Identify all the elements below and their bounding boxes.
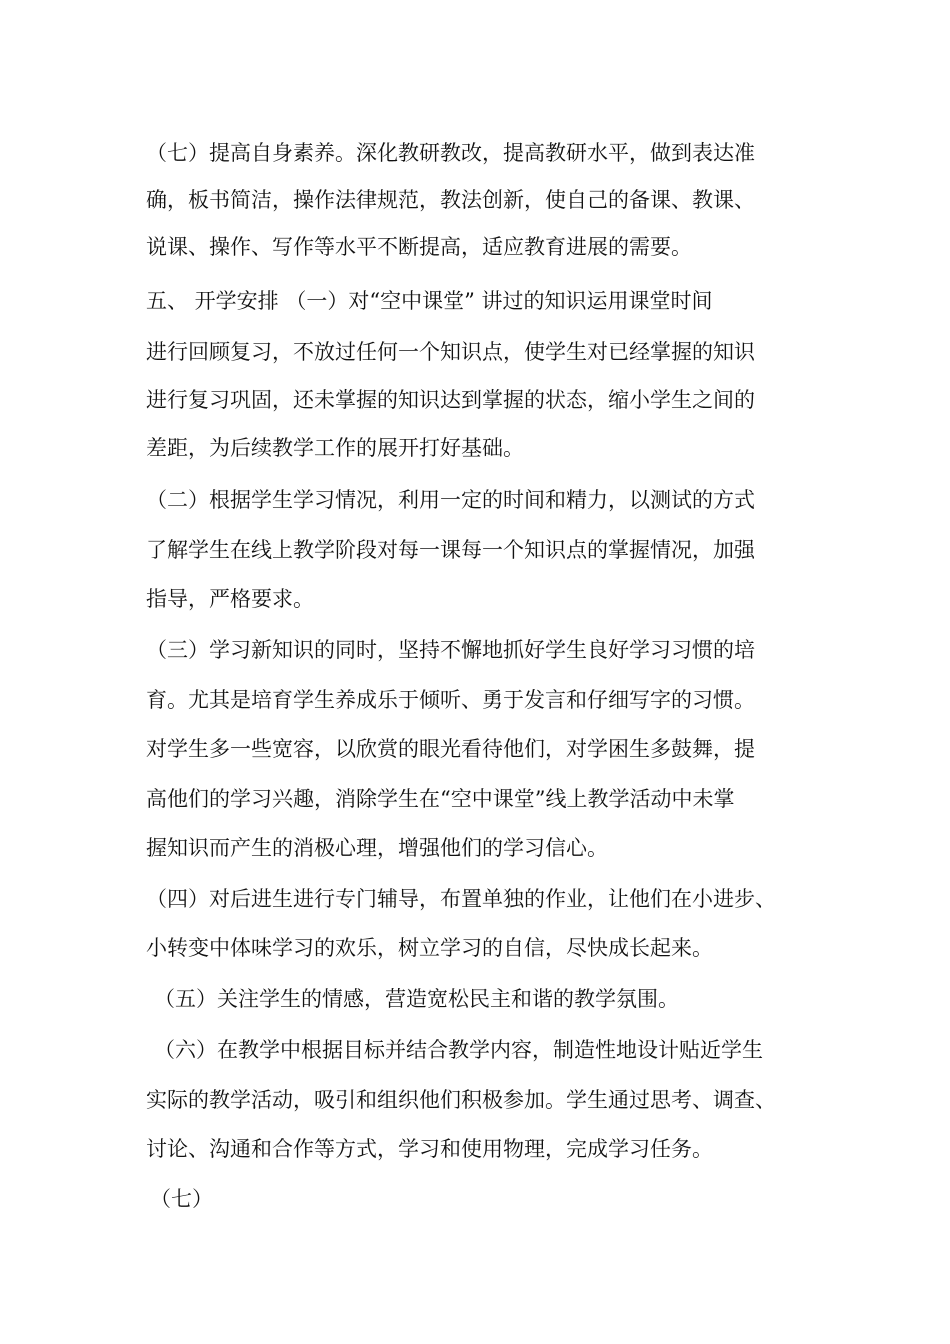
text-line: 指导，严格要求。 [146, 587, 314, 611]
text-line: 实际的教学活动，吸引和组织他们积极参加。学生通过思考、调查、 [146, 1088, 776, 1112]
text-line: （三）学习新知识的同时，坚持不懈地抓好学生良好学习习惯的培 [146, 638, 755, 662]
text-line: 小转变中体味学习的欢乐，树立学习的自信，尽快成长起来。 [146, 936, 713, 960]
text-line: （四）对后进生进行专门辅导，布置单独的作业，让他们在小进步、 [146, 887, 776, 911]
text-line: 高他们的学习兴趣，消除学生在“空中课堂”线上教学活动中未掌 [146, 787, 735, 811]
text-line: （五）关注学生的情感，营造宽松民主和谐的教学氛围。 [154, 987, 679, 1011]
text-line: 握知识而产生的消极心理，增强他们的学习信心。 [146, 836, 608, 860]
text-line: 说课、操作、写作等水平不断提高，适应教育进展的需要。 [146, 235, 692, 259]
text-line: 育。尤其是培育学生养成乐于倾听、勇于发言和仔细写字的习惯。 [146, 688, 755, 712]
text-line: 对学生多一些宽容，以欣赏的眼光看待他们，对学困生多鼓舞，提 [146, 737, 755, 761]
text-line: （二）根据学生学习情况，利用一定的时间和精力，以测试的方式 [146, 488, 755, 512]
text-line: 了解学生在线上教学阶段对每一课每一个知识点的掌握情况，加强 [146, 538, 755, 562]
text-line: （六）在教学中根据目标并结合教学内容，制造性地设计贴近学生 [154, 1038, 763, 1062]
section-heading-line: 五、 开学安排 （一）对“空中课堂” 讲过的知识运用课堂时间 [146, 289, 713, 313]
text-line: 进行复习巩固，还未掌握的知识达到掌握的状态，缩小学生之间的 [146, 388, 755, 412]
text-line: （七） [150, 1187, 213, 1211]
text-line: （七）提高自身素养。深化教研教改，提高教研水平，做到表达准 [146, 141, 755, 165]
text-line: 差距，为后续教学工作的展开打好基础。 [146, 436, 524, 460]
text-line: 进行回顾复习，不放过任何一个知识点，使学生对已经掌握的知识 [146, 340, 755, 364]
text-line: 讨论、沟通和合作等方式，学习和使用物理，完成学习任务。 [146, 1137, 713, 1161]
text-line: 确，板书简洁，操作法律规范，教法创新，使自己的备课、教课、 [146, 188, 755, 212]
